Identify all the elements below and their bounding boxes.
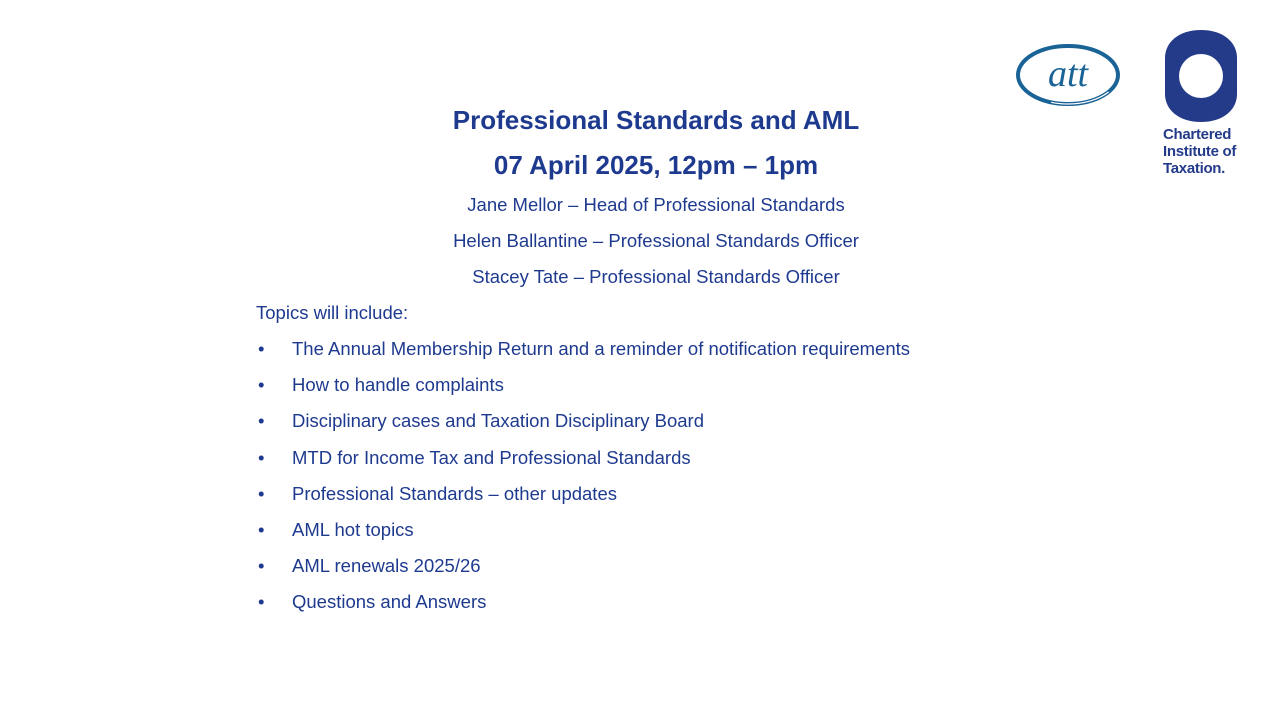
bullet-icon: • bbox=[258, 482, 265, 504]
presenter-2: Helen Ballantine – Professional Standards Officer bbox=[453, 230, 859, 251]
ciot-logo bbox=[1158, 28, 1248, 178]
bullet-icon: • bbox=[258, 338, 265, 359]
slide-subtitle: 07 April 2025, 12pm – 1pm bbox=[493, 150, 819, 180]
presenter-1: Jane Mellor – Head of Professional Standards bbox=[467, 194, 845, 215]
bullet-icon: • bbox=[258, 518, 265, 540]
bullet-icon: • bbox=[258, 591, 265, 613]
topic-text: The Annual Membership Return and a reminder of notification requirements bbox=[292, 338, 911, 359]
bullet-icon: • bbox=[258, 555, 265, 577]
topic-text: Professional Standards – other updates bbox=[292, 482, 617, 504]
ciot-logo-text bbox=[1163, 126, 1236, 177]
ciot-line-2: Institute of bbox=[1163, 143, 1237, 160]
att-logo-text: att bbox=[1047, 53, 1089, 95]
slide-title: Professional Standards and AML bbox=[452, 105, 860, 135]
topic-text: AML renewals 2025/26 bbox=[292, 555, 481, 577]
topic-text: Disciplinary cases and Taxation Disciplinary Board bbox=[292, 410, 704, 432]
att-logo bbox=[1014, 40, 1122, 110]
topic-text: AML hot topics bbox=[292, 518, 414, 540]
ciot-line-3: Taxation. bbox=[1163, 160, 1226, 177]
topic-text: Questions and Answers bbox=[292, 591, 487, 613]
topic-text: MTD for Income Tax and Professional Standards bbox=[292, 446, 691, 468]
topics-heading: Topics will include: bbox=[256, 302, 409, 323]
ciot-shield-icon bbox=[1163, 28, 1239, 124]
presenter-3: Stacey Tate – Professional Standards Officer bbox=[472, 266, 840, 287]
ciot-line-1: Chartered bbox=[1163, 126, 1232, 143]
topic-text: How to handle complaints bbox=[292, 374, 504, 396]
bullet-icon: • bbox=[258, 374, 265, 396]
bullet-icon: • bbox=[258, 446, 265, 468]
bullet-icon: • bbox=[258, 410, 265, 432]
